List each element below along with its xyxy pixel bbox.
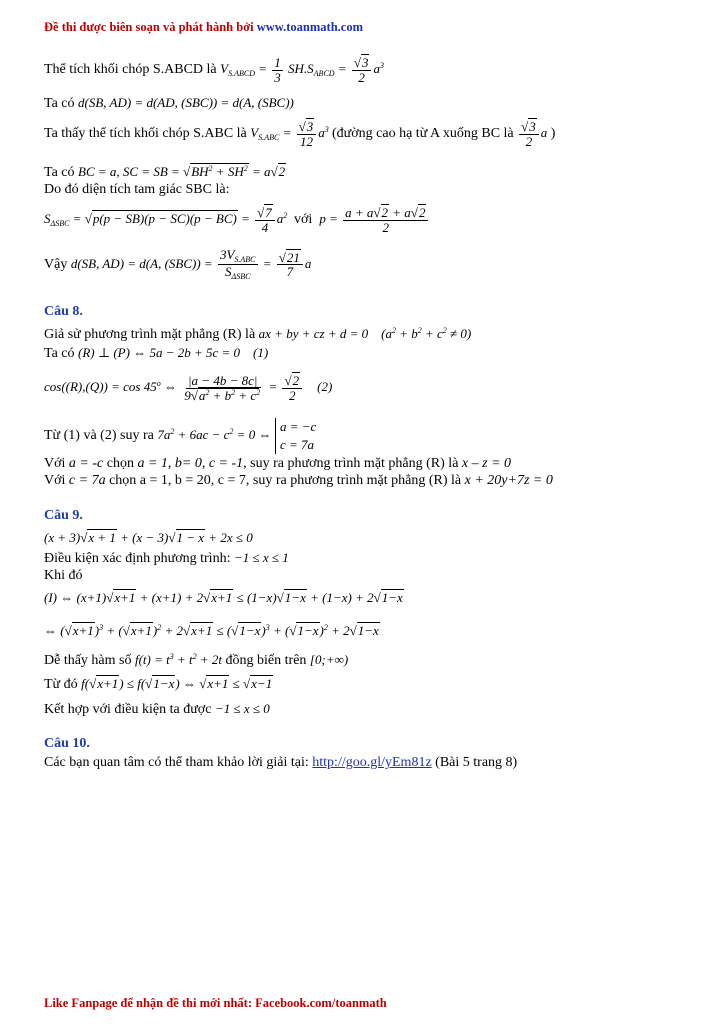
q8-line-6: Với c = 7a chọn a = 1, b = 20, c = 7, suy ra phương trình mặt phẳng (R) là x + 20y+7z = 0: [44, 473, 553, 488]
formula-conclusion: d(SB, AD) = d(A, (SBC)) = $3V_{S.ABC}$ $S_{\Delta SBC}$ = $\frac{√21}{7}$ a: [70, 247, 312, 282]
volume-sabcd-line: Thể tích khối chóp S.ABCD là $V_{S.ABCD}$ = $\frac{1}{3}$ $SH.S_{ABCD}$ = $\frac{√3}{2}$ $a^3$: [44, 55, 384, 85]
q8-line-5: Với a = -c chọn a = 1, b= 0, c = -1, suy ra phương trình mặt phẳng (R) là x – z = 0: [44, 456, 512, 471]
solution-link[interactable]: http://goo.gl/yEm81z: [312, 755, 432, 770]
area-formula-line: $S_{\Delta SBC} = √p(p - SB)(p - SC)(p - BC)$ = $\frac{√7}{4}$ $a^2$ với p = $\frac{a + a√2 + a√2}{2}$: [44, 206, 430, 234]
area-intro-line: Do đó diện tích tam giác SBC là:: [44, 182, 230, 197]
q9-line-6: Dễ thấy hàm số $f(t) = t^3 + t^2 + 2t$ đồng biến trên [0;+∞): [44, 652, 349, 668]
formula-distance: d(SB, AD) = d(AD, (SBC)) = d(A, (SBC)): [78, 95, 294, 110]
conclusion-line: Vậy d(SB, AD) = d(A, (SBC)) = $3V_{S.ABC}$ $S_{\Delta SBC}$ = $\frac{√21}{7}$ a: [44, 247, 312, 282]
question-8-title: Câu 8.: [44, 304, 83, 319]
q9-line-2: Điều kiện xác định phương trình: −1 ≤ x ≤ 1: [44, 550, 289, 566]
header-text: Đề thi được biên soạn và phát hành bởi: [44, 20, 254, 34]
formula-sides: BC = a, SC = SB = $√BH^2 + SH^2 = a√2$: [78, 164, 286, 179]
distance-line: Ta có d(SB, AD) = d(AD, (SBC)) = d(A, (SBC)): [44, 95, 294, 111]
q8-line-1: Giả sử phương trình mặt phẳng (R) là ax + by + cz + d = 0 $(a^2 + b^2 + c^2 \ne 0)$: [44, 326, 472, 342]
q9-line-8: Kết hợp với điều kiện ta được −1 ≤ x ≤ 0: [44, 701, 270, 717]
q9-line-4: (I) ⇔ (x+1)√x+1 + (x+1) + 2√x+1 ≤ (1−x)√1−x + (1−x) + 2√1−x: [44, 590, 403, 605]
sides-line: Ta có BC = a, SC = SB = $√BH^2 + SH^2 = a√2$: [44, 164, 286, 180]
q10-line-1: Các bạn quan tâm có thể tham khảo lời giải tại: http://goo.gl/yEm81z (Bài 5 trang 8): [44, 755, 518, 770]
header-site-link[interactable]: www.toanmath.com: [256, 20, 363, 34]
question-9-title: Câu 9.: [44, 508, 83, 523]
q8-system: a = −c c = 7a: [275, 418, 316, 454]
formula-v-sabcd: $V_{S.ABCD}$ = $\frac{1}{3}$ $SH.S_{ABCD}$ = $\frac{√3}{2}$ $a^3$: [220, 55, 384, 85]
q9-line-3: Khi đó: [44, 568, 83, 583]
page-footer: Like Fanpage để nhận đề thi mới nhất: Facebook.com/toanmath: [44, 996, 387, 1010]
volume-sabc-line: Ta thấy thể tích khối chóp S.ABC là $V_{S.ABC}$ = $\frac{√3}{12}$ $a^3$ (đường cao hạ từ A xuống BC là $\frac{√3}{2}$ a ): [44, 119, 556, 149]
q8-line-4: Từ (1) và (2) suy ra $7a^2 + 6ac - c^2 = 0$ ⇔ a = −c c = 7a: [44, 419, 317, 452]
q9-line-1: (x + 3)√x + 1 + (x − 3)√1 − x + 2x ≤ 0: [44, 530, 253, 545]
q8-line-2: Ta có (R) ⊥ (P) ⇔ 5a − 2b + 5c = 0 (1): [44, 345, 269, 361]
q9-line-7: Từ đó f(√x+1) ≤ f(√1−x) ⇔ √x+1 ≤ √x−1: [44, 676, 273, 692]
q8-line-3: cos((R),(Q)) = cos 45$^o$ ⇔ $\frac{|a - 4b - 8c|}{9√a^2 + b^2 + c^2}$ = $\frac{√2}{2}$ (2): [44, 373, 333, 403]
formula-v-sabc: $V_{S.ABC}$ = $\frac{√3}{12}$ $a^3$: [250, 119, 329, 149]
question-10-title: Câu 10.: [44, 736, 90, 751]
formula-area: $S_{\Delta SBC} = √p(p - SB)(p - SC)(p - BC)$ = $\frac{√7}{4}$ $a^2$: [44, 205, 288, 235]
page-header: [44, 20, 363, 35]
q9-line-5: ⇔ $(√x+1)^3 + (√x+1)^2 + 2√x+1 \le (√1-x)^3 + (√1-x)^2 + 2√1-x$: [44, 623, 379, 638]
